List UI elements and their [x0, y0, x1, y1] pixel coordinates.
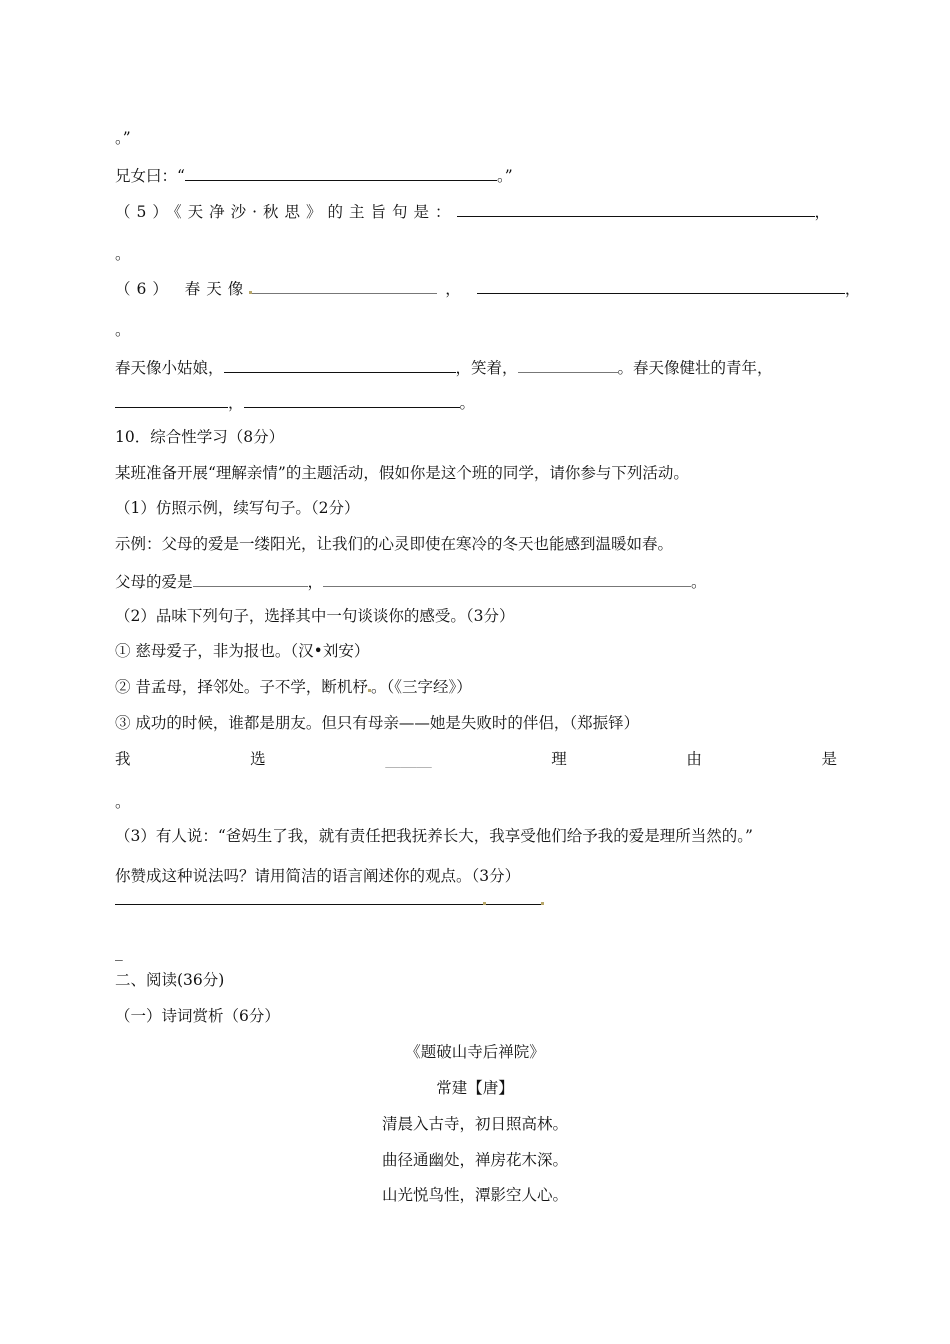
- poem-section-heading: （一）诗词赏析（6分）: [115, 1007, 280, 1025]
- dash-mark: _: [115, 943, 123, 961]
- sub-question-3: （3）有人说：“爸妈生了我，就有责任把我抚养长大，我享受他们给予我的爱是理所当然的。”: [115, 827, 753, 845]
- answer-blank[interactable]: [457, 200, 815, 217]
- opinion-answer-line: [115, 888, 544, 910]
- quote-2: ② 昔孟母，择邻处。子不学，断机杼 。（《三字经》）: [115, 678, 472, 696]
- mark-dot: [541, 902, 544, 905]
- quote-3: ③ 成功的时候，谁都是朋友。但只有母亲——她是失败时的伴侣，（郑振铎）: [115, 714, 640, 732]
- answer-blank[interactable]: [518, 356, 618, 373]
- poem-verse: 山光悦鸟性，潭影空人心。: [381, 1186, 568, 1204]
- answer-blank[interactable]: [477, 277, 845, 294]
- text-line: 。: [115, 793, 131, 811]
- fill-line-children-reply: 兄女曰：“ 。”: [115, 164, 513, 186]
- poem-title: 《题破山寺后禅院》: [405, 1043, 545, 1061]
- choice-line: 我 选 ______ 理 由 是: [115, 750, 837, 768]
- question-5: （5）《天净沙·秋思》的主旨句是： ，: [115, 200, 830, 222]
- answer-blank[interactable]: [224, 356, 456, 373]
- answer-blank[interactable]: [193, 570, 308, 587]
- sub-question-3-prompt: 你赞成这种说法吗？请用简洁的语言阐述你的观点。（3分）: [115, 867, 521, 885]
- sub-question-1: （1）仿照示例，续写句子。（2分）: [115, 499, 360, 517]
- answer-blank[interactable]: [115, 888, 483, 905]
- poem-verse: 曲径通幽处，禅房花木深。: [381, 1151, 568, 1169]
- sub-question-2: （2）品味下列句子，选择其中一句谈谈你的感受。（3分）: [115, 607, 515, 625]
- spring-line: 春天像小姑娘， ，笑着， 。春天像健壮的青年，: [115, 356, 773, 378]
- question-10-heading: 10．综合性学习（8分）: [115, 428, 285, 446]
- activity-intro: 某班准备开展“理解亲情”的主题活动，假如你是这个班的同学，请你参与下列活动。: [115, 464, 689, 482]
- answer-blank[interactable]: [244, 391, 460, 408]
- poem-verse: 清晨入古寺，初日照高林。: [381, 1115, 568, 1133]
- answer-blank[interactable]: [115, 391, 228, 408]
- answer-blank[interactable]: [323, 570, 691, 587]
- question-6: （6） 春天像 ， ，: [115, 277, 860, 299]
- quote-1: ① 慈母爱子，非为报也。（汉•刘安）: [115, 642, 370, 660]
- answer-blank[interactable]: [486, 888, 541, 905]
- answer-blank[interactable]: [185, 164, 497, 181]
- section-2-heading: 二、阅读(36分): [115, 971, 225, 989]
- poem-author: 常建【唐】: [436, 1079, 514, 1097]
- parents-love-line: 父母的爱是 ， 。: [115, 570, 707, 592]
- text-line: 。: [115, 321, 131, 339]
- text-line: 。: [115, 245, 131, 263]
- example-sentence: 示例：父母的爱是一缕阳光，让我们的心灵即使在寒冷的冬天也能感到温暖如春。: [115, 535, 674, 553]
- answer-blank[interactable]: ______: [385, 750, 432, 768]
- spring-line-2: ， 。: [115, 391, 475, 413]
- answer-blank[interactable]: [252, 277, 437, 294]
- text-line: 。”: [115, 129, 131, 147]
